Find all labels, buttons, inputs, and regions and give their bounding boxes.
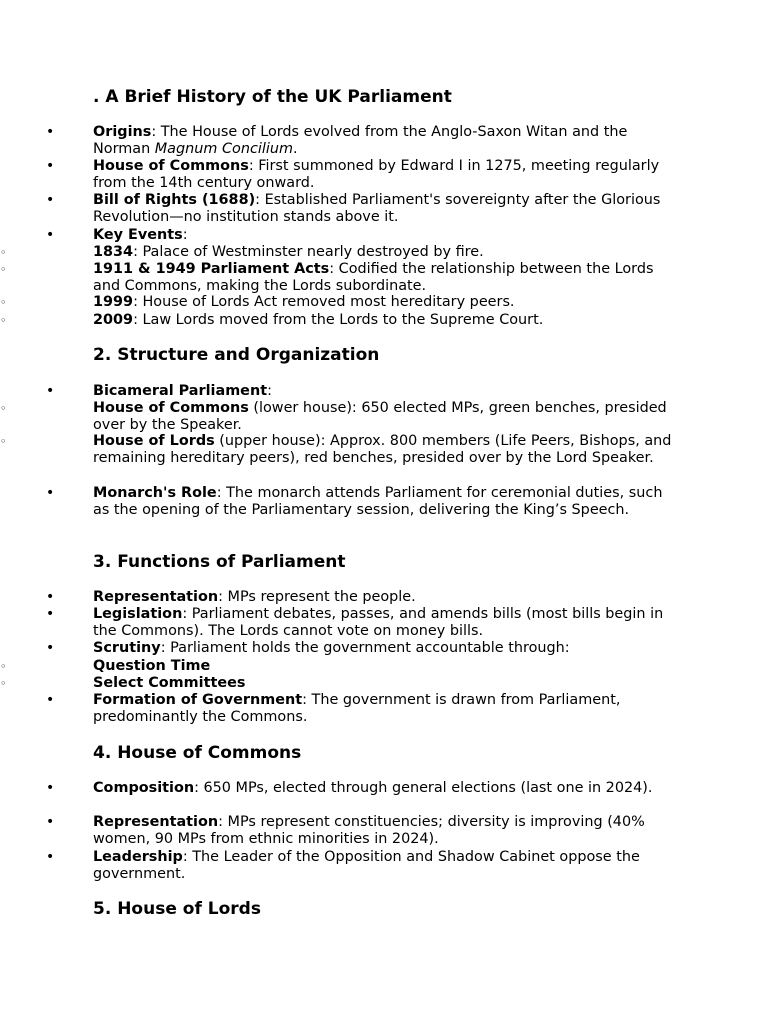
term-bill-of-rights: Bill of Rights (1688)	[93, 192, 256, 208]
list-item-monarch	[93, 485, 683, 519]
item-text: : 650 MPs, elected through general elections (last one in 2024).	[194, 780, 653, 796]
item-text: : MPs represent the people.	[218, 589, 416, 605]
item-text: : First summoned by Edward I in 1275, meeting regularly from the 14th century onward.	[93, 158, 660, 191]
term-key-events: Key Events	[93, 227, 183, 243]
list-item-lords-structure	[93, 433, 683, 467]
list-item-scrutiny	[93, 640, 683, 657]
term-house-of-commons: House of Commons	[93, 400, 249, 416]
list-item-key-events	[93, 227, 683, 244]
term-2009: 2009	[93, 312, 134, 328]
bullet-circle: ◦	[0, 402, 7, 415]
bullet-disc: •	[46, 692, 55, 708]
item-text: : Established Parliament's sovereignty after the Glorious Revolution—no institution stands above it.	[93, 192, 661, 225]
bullet-disc: •	[46, 606, 55, 622]
bullet-circle: ◦	[0, 314, 7, 327]
list-item-formation	[93, 692, 683, 726]
bullet-disc: •	[46, 124, 55, 140]
term-bicameral: Bicameral Parliament	[93, 383, 268, 399]
item-text: : The Leader of the Opposition and Shadow Cabinet oppose the government.	[93, 849, 640, 882]
term-origins: Origins	[93, 124, 152, 140]
term-1999: 1999	[93, 294, 134, 310]
section-heading-commons: 4. House of Commons	[93, 743, 302, 763]
term-representation: Representation	[93, 814, 219, 830]
term-1834: 1834	[93, 244, 134, 260]
list-item-legislation	[93, 606, 683, 640]
item-text: : House of Lords Act removed most hereditary peers.	[133, 294, 515, 310]
item-text: : Codified the relationship between the Lords and Commons, making the Lords subordinate.	[93, 261, 654, 294]
list-item-1999	[93, 294, 683, 311]
section-heading-structure: 2. Structure and Organization	[93, 345, 380, 365]
term-representation: Representation	[93, 589, 219, 605]
list-item-bill-of-rights	[93, 192, 683, 226]
bullet-circle: ◦	[0, 296, 7, 309]
bullet-disc: •	[46, 849, 55, 865]
term-monarch-role: Monarch's Role	[93, 485, 217, 501]
term-house-of-lords: House of Lords	[93, 433, 215, 449]
term-scrutiny: Scrutiny	[93, 640, 161, 656]
list-item-representation	[93, 589, 683, 606]
item-text: (lower house): 650 elected MPs, green benches, presided over by the Speaker.	[93, 400, 667, 433]
list-item-2009	[93, 312, 683, 329]
item-emphasis: Magnum Concilium	[154, 141, 293, 157]
item-text: (upper house): Approx. 800 members (Life Peers, Bishops, and remaining hereditary peers), red benches, presided over by the Lord Speaker.	[93, 433, 672, 466]
list-item-parliament-acts	[93, 261, 683, 295]
item-text: : MPs represent constituencies; diversity is improving (40% women, 90 MPs from ethnic minorities in 2024).	[93, 814, 645, 847]
term-legislation: Legislation	[93, 606, 183, 622]
list-item-1834	[93, 244, 683, 261]
bullet-circle: ◦	[0, 263, 7, 276]
item-text: :	[182, 227, 188, 243]
term-house-of-commons: House of Commons	[93, 158, 249, 174]
term-parliament-acts: 1911 & 1949 Parliament Acts	[93, 261, 330, 277]
list-item-question-time	[93, 658, 683, 675]
section-heading-history: . A Brief History of the UK Parliament	[93, 87, 452, 107]
bullet-disc: •	[46, 589, 55, 605]
list-item-select-committees	[93, 675, 683, 692]
item-text: : Parliament holds the government accountable through:	[160, 640, 570, 656]
bullet-disc: •	[46, 780, 55, 796]
item-text: :	[267, 383, 272, 399]
section-heading-lords: 5. House of Lords	[93, 899, 261, 919]
list-item-leadership	[93, 849, 683, 883]
term-formation-of-government: Formation of Government	[93, 692, 303, 708]
term-question-time: Question Time	[93, 658, 211, 674]
bullet-circle: ◦	[0, 660, 7, 673]
bullet-disc: •	[46, 227, 55, 243]
list-item-origins	[93, 124, 683, 158]
item-text: : Law Lords moved from the Lords to the Supreme Court.	[133, 312, 544, 328]
bullet-disc: •	[46, 640, 55, 656]
bullet-disc: •	[46, 192, 55, 208]
item-text: .	[293, 141, 298, 157]
bullet-circle: ◦	[0, 677, 7, 690]
item-text: : Parliament debates, passes, and amends bills (most bills begin in the Commons). The Lords cannot vote on money bills.	[93, 606, 664, 639]
item-text: : Palace of Westminster nearly destroyed by fire.	[133, 244, 484, 260]
term-composition: Composition	[93, 780, 195, 796]
section-heading-functions: 3. Functions of Parliament	[93, 552, 346, 572]
bullet-disc: •	[46, 485, 55, 501]
list-item-commons-representation	[93, 814, 683, 848]
bullet-circle: ◦	[0, 435, 7, 448]
list-item-house-of-commons	[93, 158, 683, 192]
bullet-disc: •	[46, 814, 55, 830]
list-item-bicameral	[93, 383, 683, 400]
term-leadership: Leadership	[93, 849, 183, 865]
bullet-disc: •	[46, 383, 55, 399]
bullet-disc: •	[46, 158, 55, 174]
list-item-commons-structure	[93, 400, 683, 434]
item-text: : The House of Lords evolved from the Anglo-Saxon Witan and the Norman	[93, 124, 628, 157]
term-select-committees: Select Committees	[93, 675, 246, 691]
item-text: : The monarch attends Parliament for ceremonial duties, such as the opening of the Parliamentary session, delivering the King’s Speech.	[93, 485, 663, 518]
list-item-composition	[93, 780, 683, 797]
item-text: : The government is drawn from Parliament, predominantly the Commons.	[93, 692, 621, 725]
bullet-circle: ◦	[0, 246, 7, 259]
